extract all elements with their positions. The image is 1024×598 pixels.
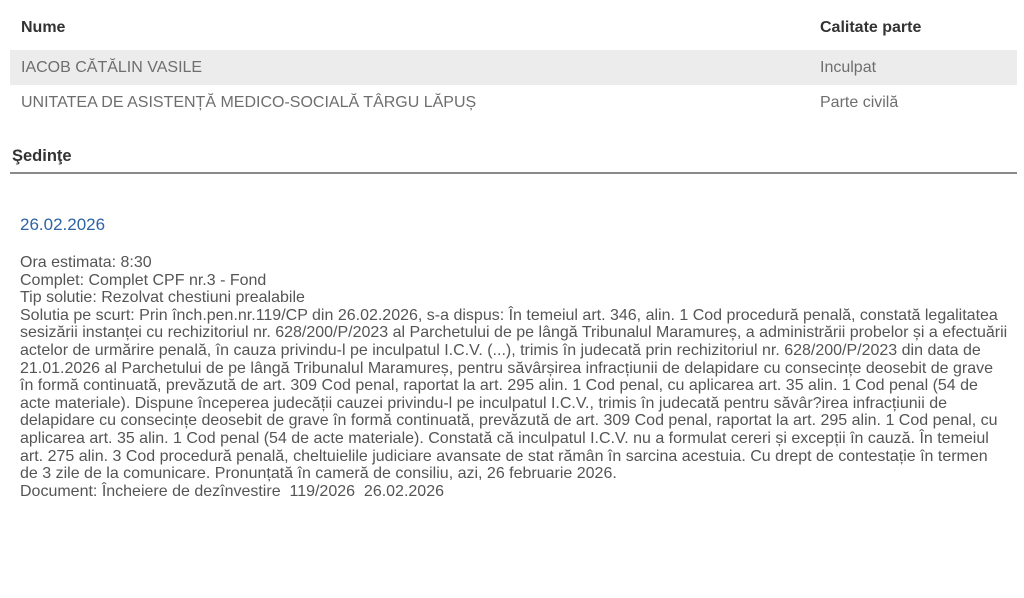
parties-table xyxy=(10,10,1017,120)
table-row xyxy=(10,85,1017,120)
party-role: Parte civilă xyxy=(820,93,899,111)
parties-table-header xyxy=(10,10,1017,50)
hearing-document: Document: Încheiere de dezînvestire 119/2026 26.02.2026 xyxy=(20,482,444,500)
column-header-nume: Nume xyxy=(21,19,66,36)
party-name: UNITATEA DE ASISTENȚĂ MEDICO-SOCIALĂ TÂRGU LĂPUȘ xyxy=(21,93,477,111)
sedinte-section-heading: Şedinţe xyxy=(10,147,1017,174)
hearing-solution-type: Tip solutie: Rezolvat chestiuni prealabile xyxy=(20,289,305,307)
table-row xyxy=(10,50,1017,85)
hearing-complet: Complet: Complet CPF nr.3 - Fond xyxy=(20,271,267,289)
hearing-solution-summary: Solutia pe scurt: Prin înch.pen.nr.119/CP din 26.02.2026, s-a dispus: În temeiul art. 346, alin. 1 Cod procedură penală, constată legalitatea sesizării instanței cu rechizitoriul nr. 628/200/P/2023 al Parchetului de pe lângă Tribunalul Maramureș, a administrării probelor și a efectuării actelor de urmărire penală, în cauza privindu-l pe inculpatul I.C.V. (...), trimis în judecată prin rechizitoriul nr. 628/200/P/2023 din data de 21.01.2026 al Parchetului de pe lângă Tribunalul Maramureș, pentru săvârșirea infracțiunii de delapidare cu consecințe deosebit de grave în formă continuată, prevăzută de art. 309 Cod penal, raportat la art. 295 alin. 1 Cod penal, cu aplicarea art. 35 alin. 1 Cod penal (54 de acte materiale). Dispune începerea judecății cauzei privindu-l pe inculpatul I.C.V., trimis în judecată pentru săvâr?irea infracțiunii de delapidare cu consecințe deosebit de grave în formă continuată, prevăzută de art. 309 Cod penal, raportat la art. 295 alin. 1 Cod penal, cu aplicarea art. 35 alin. 1 Cod penal (54 de acte materiale). Constată că inculpatul I.C.V. nu a formulat cereri și excepții în cauză. În temeiul art. 275 alin. 3 Cod procedură penală, cheltuielile judiciare avansate de stat rămân în sarcina acestuia. Cu drept de contestație în termen de 3 zile de la comunicare. Pronunțată în cameră de consiliu, azi, 26 februarie 2026. xyxy=(20,306,1012,483)
hearing-estimated-time: Ora estimata: 8:30 xyxy=(20,254,152,271)
hearing-date-link[interactable]: 26.02.2026 xyxy=(20,215,106,234)
column-header-calitate-parte: Calitate parte xyxy=(820,19,922,36)
hearing-details xyxy=(20,254,1012,500)
party-name: IACOB CĂTĂLIN VASILE xyxy=(21,58,203,76)
party-role: Inculpat xyxy=(820,58,877,76)
